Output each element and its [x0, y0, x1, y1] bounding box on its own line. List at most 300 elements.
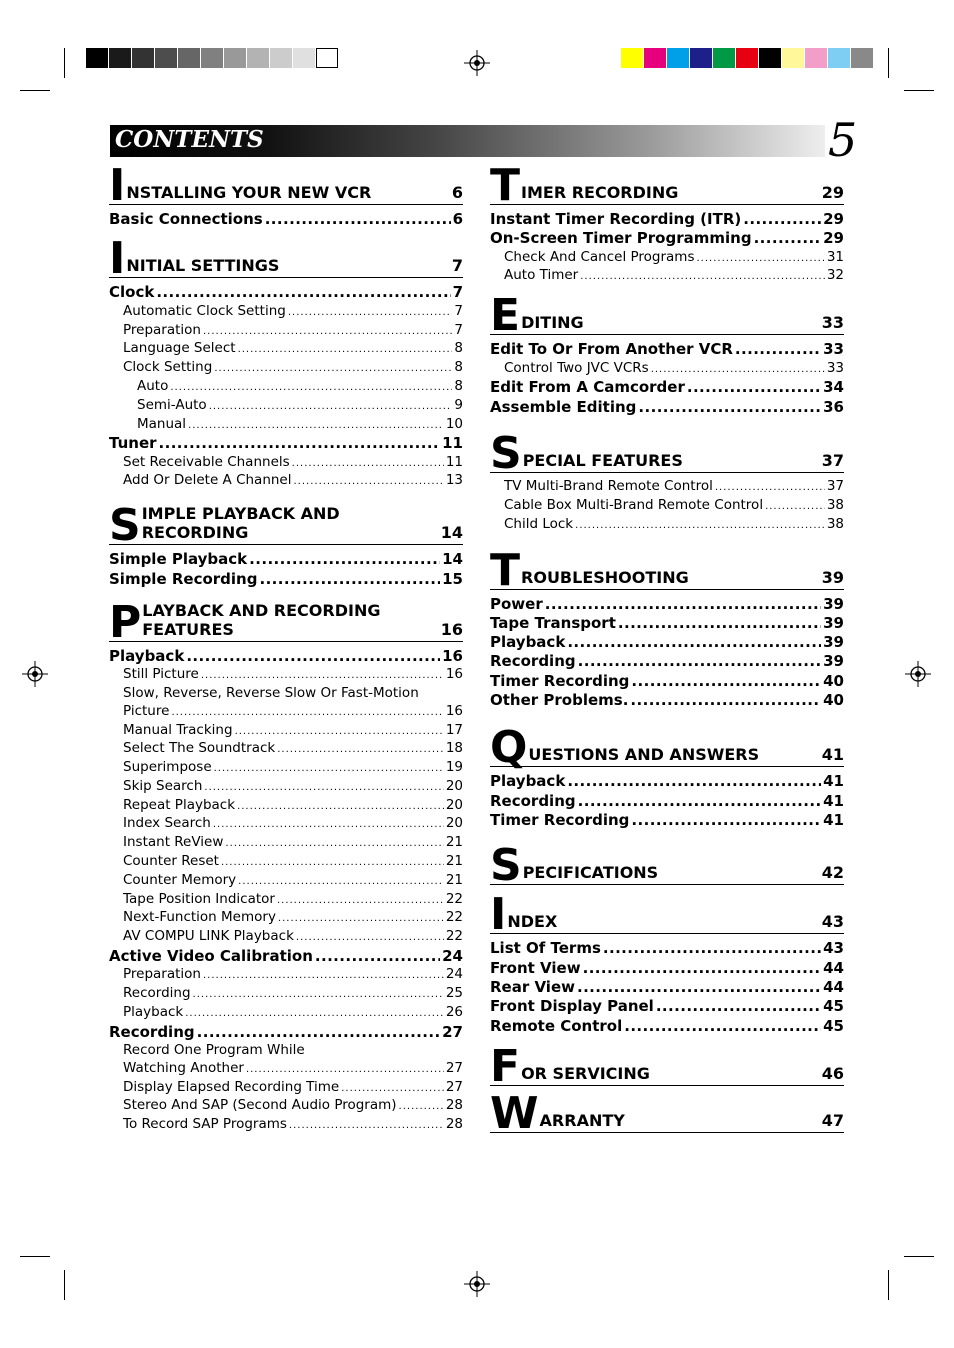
entry-title: Clock — [109, 283, 155, 302]
dot-leader — [399, 1098, 444, 1116]
calibration-swatch — [247, 48, 269, 68]
section-heading[interactable] — [490, 840, 844, 892]
toc-section — [490, 428, 844, 534]
section-title — [142, 504, 441, 544]
entry-page: 22 — [445, 890, 463, 907]
section-heading[interactable] — [490, 722, 844, 774]
entry-page: 43 — [823, 939, 844, 958]
entry-title: Other Problems. — [490, 691, 629, 710]
entry-page: 8 — [454, 359, 463, 376]
toc-section — [490, 544, 844, 711]
dot-leader — [296, 929, 444, 947]
section-initial: I — [490, 889, 507, 941]
entry-page: 18 — [445, 740, 463, 757]
section-initial: P — [109, 596, 142, 648]
toc-entry[interactable] — [109, 1097, 463, 1116]
section-heading[interactable] — [490, 1040, 844, 1092]
toc-entry[interactable] — [490, 811, 844, 830]
section-title: DITING — [521, 313, 584, 333]
entry-page: 24 — [445, 966, 463, 983]
entry-title: Set Receivable Channels — [123, 453, 290, 470]
entry-title: Manual Tracking — [123, 721, 233, 738]
toc-entry[interactable] — [109, 778, 463, 797]
entry-title: Cable Box Multi-Brand Remote Control — [504, 496, 764, 513]
entry-page: 21 — [445, 853, 463, 870]
section-heading[interactable] — [490, 160, 844, 211]
section-title: NSTALLING YOUR NEW VCR — [126, 183, 372, 203]
crop-mark — [64, 1270, 65, 1300]
section-title: IMER RECORDING — [521, 183, 679, 203]
entry-title: Playback — [490, 772, 566, 791]
dot-leader — [185, 1005, 444, 1023]
toc-entry-wrapped-line: Slow, Reverse, Reverse Slow Or Fast-Motion — [123, 684, 419, 701]
toc-entry[interactable] — [490, 939, 844, 958]
toc-entry[interactable] — [109, 397, 463, 416]
section-heading[interactable] — [490, 889, 844, 941]
calibration-swatch — [667, 48, 689, 68]
entry-page: 11 — [442, 434, 463, 453]
entry-title: Recording — [109, 1022, 195, 1041]
toc-entry[interactable] — [109, 1004, 463, 1023]
section-page: 42 — [821, 863, 844, 883]
dot-leader — [630, 691, 821, 710]
toc-entry[interactable] — [109, 966, 463, 985]
toc-section — [109, 596, 463, 1135]
entry-title: Counter Memory — [123, 871, 237, 888]
toc-entry[interactable] — [490, 1017, 844, 1036]
entry-page: 16 — [445, 702, 463, 719]
entry-page: 25 — [445, 985, 463, 1002]
toc-entry[interactable] — [490, 672, 844, 691]
toc-entry[interactable] — [109, 550, 463, 569]
entry-title: Picture — [123, 702, 170, 719]
toc-entry[interactable] — [490, 478, 844, 497]
entry-title: Assemble Editing — [490, 397, 637, 416]
dot-leader — [204, 779, 443, 797]
crop-mark — [64, 48, 65, 78]
dot-leader — [631, 811, 821, 830]
toc-section — [490, 290, 844, 417]
entry-title: Timer Recording — [490, 671, 630, 690]
toc-entry[interactable] — [490, 772, 844, 791]
toc-entry[interactable] — [109, 322, 463, 341]
toc-entry[interactable] — [109, 1116, 463, 1135]
toc-entry[interactable] — [490, 997, 844, 1016]
entry-title: Front View — [490, 958, 581, 977]
dot-leader — [743, 210, 821, 229]
toc-entry[interactable] — [490, 516, 844, 535]
toc-entry[interactable] — [109, 815, 463, 834]
entry-page: 24 — [442, 947, 463, 966]
dot-leader — [201, 667, 444, 685]
toc-entry[interactable] — [109, 303, 463, 322]
entry-title: Edit To Or From Another VCR — [490, 340, 733, 359]
dot-leader — [277, 741, 444, 759]
calibration-swatch — [224, 48, 246, 68]
section-title: NITIAL SETTINGS — [126, 256, 280, 276]
entry-title: Stereo And SAP (Second Audio Program) — [123, 1097, 397, 1114]
toc-entry[interactable] — [109, 434, 463, 453]
entry-page: 29 — [823, 210, 844, 229]
toc-entry[interactable] — [109, 647, 463, 666]
toc-entry[interactable] — [109, 283, 463, 302]
toc-entry[interactable] — [109, 853, 463, 872]
dot-leader — [651, 361, 825, 379]
toc-section — [490, 1040, 844, 1092]
dot-leader — [238, 341, 453, 359]
entry-page: 32 — [826, 267, 844, 284]
toc-entry[interactable] — [109, 1023, 463, 1042]
dot-leader — [214, 760, 444, 778]
entry-page: 39 — [823, 633, 844, 652]
calibration-swatch — [201, 48, 223, 68]
toc-entry-wrapped-line: Record One Program While — [123, 1042, 305, 1059]
dot-leader — [186, 647, 440, 666]
section-initial: Q — [490, 722, 528, 774]
calibration-swatch — [86, 48, 108, 68]
calibration-swatch — [270, 48, 292, 68]
dot-leader — [249, 550, 440, 569]
entry-page: 39 — [823, 652, 844, 671]
dot-leader — [735, 340, 821, 359]
dot-leader — [288, 304, 453, 322]
calibration-swatch — [293, 48, 315, 68]
dot-leader — [203, 323, 452, 341]
dot-leader — [754, 229, 822, 248]
section-heading[interactable] — [109, 233, 463, 285]
section-page: 33 — [821, 313, 844, 333]
dot-leader — [237, 798, 444, 816]
entry-title: Auto — [137, 377, 169, 394]
toc-entry[interactable] — [109, 985, 463, 1004]
section-initial: E — [490, 290, 521, 342]
toc-entry[interactable] — [490, 959, 844, 978]
toc-section — [109, 500, 463, 589]
toc-entry[interactable] — [109, 210, 463, 229]
entry-page: 21 — [445, 834, 463, 851]
dot-leader — [221, 854, 444, 872]
section-title: OR SERVICING — [521, 1064, 650, 1084]
crop-mark — [20, 90, 50, 91]
toc-entry[interactable] — [109, 1079, 463, 1098]
entry-page: 20 — [445, 796, 463, 813]
entry-title: Preparation — [123, 966, 201, 983]
toc-entry[interactable] — [490, 360, 844, 379]
entry-page: 20 — [445, 815, 463, 832]
toc-entry[interactable] — [109, 454, 463, 473]
entry-page: 15 — [442, 569, 463, 588]
entry-title: Skip Search — [123, 777, 203, 794]
section-page: 39 — [821, 567, 844, 587]
calibration-swatch — [690, 48, 712, 68]
entry-title: Playback — [490, 633, 566, 652]
entry-page: 34 — [823, 378, 844, 397]
entry-title: Control Two JVC VCRs — [504, 359, 649, 376]
entry-title: Display Elapsed Recording Time — [123, 1078, 340, 1095]
entry-page: 7 — [452, 283, 463, 302]
toc-entry[interactable] — [490, 691, 844, 710]
entry-page: 22 — [445, 909, 463, 926]
section-page: 14 — [440, 523, 463, 543]
entry-page: 19 — [445, 759, 463, 776]
section-heading[interactable] — [490, 544, 844, 596]
toc-entry[interactable] — [490, 978, 844, 997]
toc-entry[interactable] — [490, 378, 844, 397]
entry-title: Auto Timer — [504, 267, 579, 284]
toc-entry[interactable] — [109, 928, 463, 947]
entry-page: 36 — [823, 397, 844, 416]
entry-title: Next-Function Memory — [123, 909, 276, 926]
section-initial: F — [490, 1040, 521, 1092]
section-initial: S — [109, 500, 141, 552]
entry-title: Tape Transport — [490, 613, 616, 632]
entry-page: 14 — [442, 550, 463, 569]
toc-entry[interactable] — [490, 652, 844, 671]
toc-entry[interactable] — [109, 472, 463, 491]
toc-entry[interactable] — [490, 398, 844, 417]
entry-title: Add Or Delete A Channel — [123, 472, 292, 489]
section-title-line: LAYBACK AND RECORDING — [142, 600, 381, 620]
entry-title: Instant ReView — [123, 834, 224, 851]
section-initial: T — [490, 160, 521, 211]
dot-leader — [188, 417, 444, 435]
dot-leader — [603, 939, 821, 958]
dot-leader — [578, 652, 822, 671]
entry-title: Basic Connections — [109, 210, 263, 229]
dot-leader — [656, 997, 821, 1016]
toc-entry[interactable] — [490, 633, 844, 652]
calibration-swatch — [178, 48, 200, 68]
toc-section — [109, 160, 463, 229]
toc-entry[interactable] — [109, 797, 463, 816]
entry-title: Clock Setting — [123, 359, 213, 376]
crop-mark — [904, 90, 934, 91]
entry-title: Power — [490, 594, 543, 613]
entry-page: 45 — [823, 997, 844, 1016]
calibration-swatch — [132, 48, 154, 68]
toc-entry[interactable] — [490, 497, 844, 516]
registration-mark-icon — [905, 661, 931, 687]
entry-title: Watching Another — [123, 1059, 244, 1076]
toc-entry[interactable] — [109, 666, 463, 685]
dot-leader — [765, 498, 825, 516]
entry-title: Automatic Clock Setting — [123, 302, 286, 319]
entry-title: Edit From A Camcorder — [490, 378, 685, 397]
entry-title: Active Video Calibration — [109, 947, 313, 966]
entry-title: Instant Timer Recording (ITR) — [490, 210, 742, 229]
section-heading[interactable] — [109, 500, 463, 552]
toc-entry[interactable] — [109, 359, 463, 378]
entry-page: 27 — [445, 1059, 463, 1076]
entry-title: Rear View — [490, 978, 575, 997]
section-title-line: RECORDING — [141, 523, 249, 543]
toc-entry[interactable] — [109, 947, 463, 966]
toc-entry[interactable] — [490, 249, 844, 268]
dot-leader — [203, 967, 444, 985]
toc-entry[interactable] — [109, 891, 463, 910]
entry-page: 16 — [445, 666, 463, 683]
toc-entry[interactable] — [109, 740, 463, 759]
calibration-swatch — [828, 48, 850, 68]
dot-leader — [715, 479, 825, 497]
entry-page: 28 — [445, 1097, 463, 1114]
entry-page: 33 — [826, 359, 844, 376]
entry-page: 37 — [826, 478, 844, 495]
section-page: 37 — [821, 451, 844, 471]
dot-leader — [159, 434, 441, 453]
entry-page: 38 — [826, 515, 844, 532]
calibration-swatch — [109, 48, 131, 68]
section-page: 41 — [821, 745, 844, 765]
entry-title: Counter Reset — [123, 853, 219, 870]
entry-title: List Of Terms — [490, 939, 601, 958]
entry-title: Child Lock — [504, 515, 574, 532]
dot-leader — [225, 835, 443, 853]
dot-leader — [214, 360, 452, 378]
toc-entry[interactable] — [109, 722, 463, 741]
entry-title: Playback — [123, 1003, 184, 1020]
entry-page: 6 — [452, 210, 463, 229]
entry-page: 13 — [445, 472, 463, 489]
dot-leader — [638, 398, 821, 417]
dot-leader — [687, 378, 821, 397]
section-initial: T — [490, 544, 521, 596]
entry-page: 21 — [445, 871, 463, 888]
crop-mark — [888, 1270, 889, 1300]
toc-entry[interactable] — [109, 872, 463, 891]
registration-mark-icon — [464, 1271, 490, 1297]
dot-leader — [171, 704, 443, 722]
dot-leader — [278, 910, 444, 928]
toc-entry[interactable] — [109, 416, 463, 435]
toc-entry[interactable] — [109, 759, 463, 778]
dot-leader — [580, 268, 825, 286]
page-title: CONTENTS — [115, 126, 264, 153]
entry-page: 40 — [823, 671, 844, 690]
entry-title: Simple Playback — [109, 550, 248, 569]
section-heading[interactable] — [490, 1088, 844, 1140]
section-title: NDEX — [507, 912, 558, 932]
entry-title: Still Picture — [123, 666, 199, 683]
dot-leader — [238, 873, 444, 891]
entry-page: 31 — [826, 248, 844, 265]
entry-page: 33 — [823, 340, 844, 359]
toc-entry[interactable] — [490, 229, 844, 248]
section-heading[interactable] — [109, 160, 463, 211]
contents-right-column — [490, 160, 844, 1140]
dot-leader — [567, 772, 821, 791]
calibration-swatch — [621, 48, 643, 68]
section-heading[interactable] — [490, 428, 844, 480]
entry-title: Simple Recording — [109, 569, 258, 588]
toc-entry[interactable] — [109, 340, 463, 359]
entry-page: 38 — [826, 496, 844, 513]
dot-leader — [259, 570, 440, 589]
entry-page: 20 — [445, 777, 463, 794]
entry-title: Superimpose — [123, 759, 212, 776]
section-initial: S — [490, 840, 522, 892]
toc-entry[interactable] — [109, 909, 463, 928]
entry-title: Recording — [490, 791, 576, 810]
dot-leader — [618, 614, 821, 633]
registration-mark-icon — [22, 661, 48, 687]
dot-leader — [575, 517, 825, 535]
dot-leader — [624, 1017, 821, 1036]
entry-page: 10 — [445, 415, 463, 432]
section-title: ARRANTY — [539, 1111, 625, 1131]
entry-title: Semi-Auto — [137, 396, 207, 413]
entry-page: 8 — [454, 340, 463, 357]
entry-page: 9 — [454, 396, 463, 413]
entry-page: 44 — [823, 958, 844, 977]
entry-title: TV Multi-Brand Remote Control — [504, 478, 713, 495]
toc-entry[interactable] — [109, 834, 463, 853]
entry-title: Repeat Playback — [123, 796, 236, 813]
section-page: 43 — [821, 912, 844, 932]
section-heading[interactable] — [109, 596, 463, 648]
entry-title: Check And Cancel Programs — [504, 248, 695, 265]
color-calibration-bar — [621, 48, 874, 68]
dot-leader — [265, 210, 451, 229]
dot-leader — [578, 792, 822, 811]
entry-title: On-Screen Timer Programming — [490, 229, 752, 248]
toc-entry[interactable] — [490, 792, 844, 811]
dot-leader — [315, 947, 440, 966]
toc-entry[interactable] — [109, 378, 463, 397]
calibration-swatch — [759, 48, 781, 68]
entry-page: 11 — [445, 453, 463, 470]
dot-leader — [545, 595, 821, 614]
calibration-swatch — [155, 48, 177, 68]
section-initial: W — [490, 1088, 539, 1140]
section-heading[interactable] — [490, 290, 844, 342]
calibration-swatch — [316, 48, 338, 68]
section-title: PECIAL FEATURES — [522, 451, 683, 471]
toc-entry[interactable] — [490, 595, 844, 614]
entry-title: Manual — [137, 415, 187, 432]
entry-title: Remote Control — [490, 1016, 623, 1035]
toc-entry[interactable] — [109, 703, 463, 722]
entry-page: 26 — [445, 1003, 463, 1020]
dot-leader — [289, 1117, 444, 1135]
entry-page: 22 — [445, 928, 463, 945]
entry-page: 29 — [823, 229, 844, 248]
toc-entry[interactable] — [490, 340, 844, 359]
toc-section — [109, 233, 463, 491]
dot-leader — [170, 379, 452, 397]
section-initial: I — [109, 233, 126, 285]
toc-entry[interactable] — [490, 267, 844, 286]
dot-leader — [294, 473, 444, 491]
entry-title: Select The Soundtrack — [123, 740, 276, 757]
section-page: 6 — [451, 183, 463, 203]
entry-page: 27 — [442, 1022, 463, 1041]
section-title: PECIFICATIONS — [522, 863, 659, 883]
entry-title: Index Search — [123, 815, 211, 832]
section-initial: S — [490, 428, 522, 480]
toc-entry[interactable] — [490, 614, 844, 633]
section-title: ROUBLESHOOTING — [521, 567, 689, 587]
dot-leader — [277, 892, 444, 910]
dot-leader — [341, 1080, 444, 1098]
toc-entry[interactable] — [109, 570, 463, 589]
calibration-swatch — [805, 48, 827, 68]
calibration-swatch — [851, 48, 873, 68]
toc-entry[interactable] — [109, 1060, 463, 1079]
entry-title: Playback — [109, 646, 185, 665]
grayscale-calibration-bar — [86, 48, 339, 68]
toc-entry[interactable] — [490, 210, 844, 229]
